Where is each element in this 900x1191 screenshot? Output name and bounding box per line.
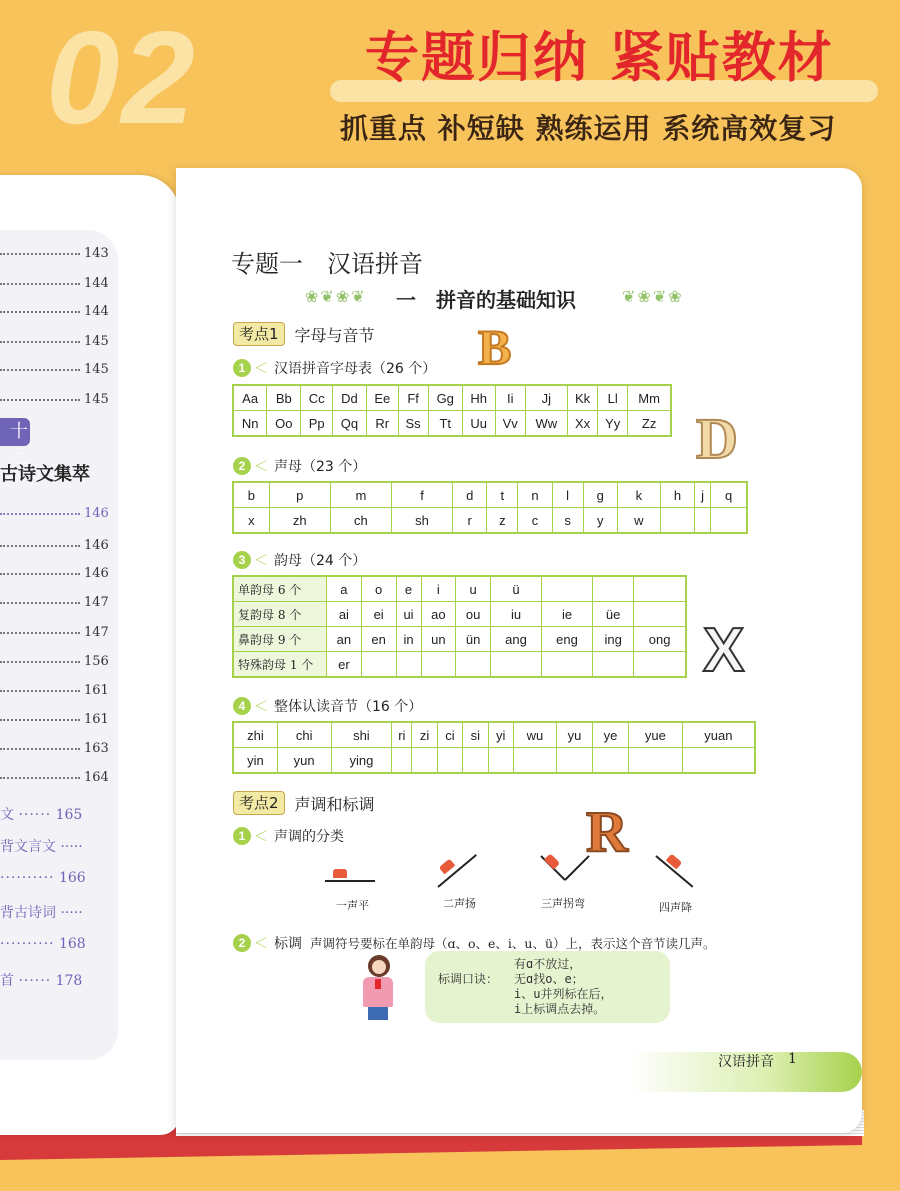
table-cell xyxy=(491,652,542,678)
kaodian-name: 声调和标调 xyxy=(294,794,375,814)
whole-syllables-table xyxy=(232,721,756,774)
table-row xyxy=(233,748,755,774)
table-cell: ong xyxy=(634,627,686,652)
number-badge: 2 xyxy=(233,934,251,952)
table-cell: Qq xyxy=(332,411,366,437)
table-cell xyxy=(557,748,593,774)
sub-label: 整体认读音节（16 个） xyxy=(274,699,423,715)
alphabet-table xyxy=(232,384,672,437)
kaodian-1 xyxy=(233,322,375,346)
table-cell xyxy=(593,576,634,602)
table-cell: m xyxy=(330,482,391,508)
number-badge: 2 xyxy=(233,457,251,475)
table-cell xyxy=(629,748,683,774)
finals-table xyxy=(232,575,687,678)
toc-entry: 164 xyxy=(0,770,110,785)
toc-entry: 161 xyxy=(0,712,110,727)
table-cell: sh xyxy=(391,508,452,534)
table-cell: Tt xyxy=(428,411,462,437)
table-cell: Yy xyxy=(598,411,628,437)
table-cell: r xyxy=(453,508,487,534)
rhyme-title: 标调口诀： xyxy=(438,972,499,986)
table-cell: üe xyxy=(593,602,634,627)
table-cell xyxy=(463,748,488,774)
tones-heading xyxy=(233,825,344,847)
table-cell: ci xyxy=(437,722,462,748)
table-cell xyxy=(392,748,412,774)
section-number: 02 xyxy=(46,4,197,151)
leaf-decoration-left: ❀❦❀❦ xyxy=(305,287,367,306)
table-cell: ie xyxy=(542,602,593,627)
alphabet-heading xyxy=(233,357,436,379)
table-cell: yu xyxy=(557,722,593,748)
whole-heading xyxy=(233,695,422,717)
table-cell: Dd xyxy=(332,385,366,411)
table-cell: i xyxy=(421,576,456,602)
table-cell: t xyxy=(487,482,518,508)
number-badge: 1 xyxy=(233,359,251,377)
table-cell: ye xyxy=(593,722,629,748)
page-number: 1 xyxy=(788,1051,797,1067)
arrow-icon: ＜ xyxy=(254,829,268,845)
table-cell: j xyxy=(695,482,711,508)
table-row xyxy=(233,385,671,411)
table-cell: ou xyxy=(456,602,491,627)
toc-entry: 145 xyxy=(0,334,110,349)
arrow-icon: ＜ xyxy=(254,553,268,569)
footer-label: 汉语拼音 xyxy=(718,1054,774,1070)
arrow-icon: ＜ xyxy=(254,361,268,377)
arrow-icon: ＜ xyxy=(254,459,268,475)
table-cell: u xyxy=(456,576,491,602)
car-icon xyxy=(333,869,347,878)
toc-entry: 文 ······ 165 xyxy=(0,807,83,823)
table-cell: si xyxy=(463,722,488,748)
rhyme-line: 无ɑ找o、e； xyxy=(514,972,584,986)
table-cell: un xyxy=(421,627,456,652)
toc-entry: 147 xyxy=(0,595,110,610)
table-cell: in xyxy=(396,627,421,652)
finals-heading xyxy=(233,549,366,571)
toc-top xyxy=(0,240,120,410)
arrow-icon: ＜ xyxy=(254,936,268,952)
table-cell: Nn xyxy=(233,411,267,437)
toc-entry: 147 xyxy=(0,625,110,640)
table-cell xyxy=(634,652,686,678)
table-cell: n xyxy=(518,482,552,508)
table-cell xyxy=(711,508,747,534)
table-cell: o xyxy=(361,576,396,602)
toc-entry: 144 xyxy=(0,276,110,291)
sub-label: 标调 xyxy=(274,936,302,952)
table-cell: Oo xyxy=(267,411,301,437)
tone1-line xyxy=(325,880,375,882)
number-badge: 4 xyxy=(233,697,251,715)
section-title: 一 拼音的基础知识 xyxy=(396,288,576,312)
table-cell: ang xyxy=(491,627,542,652)
table-cell: en xyxy=(361,627,396,652)
table-cell: wu xyxy=(513,722,556,748)
table-cell: Hh xyxy=(462,385,495,411)
table-cell: Cc xyxy=(301,385,332,411)
rhyme-line: 有ɑ不放过， xyxy=(514,957,582,971)
table-row xyxy=(233,411,671,437)
sub-label: 汉语拼音字母表（26 个） xyxy=(274,361,437,377)
table-cell: ün xyxy=(456,627,491,652)
table-cell: shi xyxy=(331,722,392,748)
table-cell xyxy=(634,602,686,627)
table-cell xyxy=(513,748,556,774)
table-cell: chi xyxy=(277,722,331,748)
table-cell: ri xyxy=(392,722,412,748)
kaodian-badge: 考点1 xyxy=(233,322,285,346)
table-row xyxy=(233,722,755,748)
table-cell: g xyxy=(583,482,617,508)
table-cell: b xyxy=(233,482,269,508)
leaf-decoration-right: ❦❀❦❀ xyxy=(622,287,684,306)
table-cell: p xyxy=(269,482,330,508)
table-cell xyxy=(593,652,634,678)
section-title-left: 古诗文集萃 xyxy=(0,464,90,485)
initials-heading xyxy=(233,455,366,477)
table-cell: ai xyxy=(327,602,362,627)
row-label: 复韵母 8 个 xyxy=(233,602,327,627)
table-cell: ing xyxy=(593,627,634,652)
table-cell xyxy=(682,748,755,774)
tone-label: 一声平 xyxy=(336,899,369,912)
toc-entry: 144 xyxy=(0,304,110,319)
table-cell: w xyxy=(617,508,660,534)
headline: 专题归纳 紧贴教材 xyxy=(365,26,834,89)
toc-bottom xyxy=(0,800,120,990)
table-cell: ei xyxy=(361,602,396,627)
table-cell: zh xyxy=(269,508,330,534)
table-cell xyxy=(542,652,593,678)
toc-mid xyxy=(0,500,120,800)
kaodian-name: 字母与音节 xyxy=(294,325,375,345)
kaodian-badge: 考点2 xyxy=(233,791,285,815)
number-badge: 1 xyxy=(233,827,251,845)
table-cell xyxy=(542,576,593,602)
table-row xyxy=(233,652,686,678)
red-scarf xyxy=(375,979,381,989)
table-cell: Aa xyxy=(233,385,267,411)
sub-label: 声母（23 个） xyxy=(274,459,367,475)
table-cell: Bb xyxy=(267,385,301,411)
kaodian-2 xyxy=(233,791,375,815)
table-cell xyxy=(488,748,513,774)
table-cell: yi xyxy=(488,722,513,748)
table-cell: Ff xyxy=(398,385,428,411)
table-cell: Pp xyxy=(301,411,332,437)
table-row xyxy=(233,576,686,602)
table-cell: ch xyxy=(330,508,391,534)
table-cell: c xyxy=(518,508,552,534)
row-label: 鼻韵母 9 个 xyxy=(233,627,327,652)
toc-entry: 背文言文 ····· xyxy=(0,839,83,855)
table-cell: f xyxy=(391,482,452,508)
table-cell: k xyxy=(617,482,660,508)
table-cell: q xyxy=(711,482,747,508)
tone-label: 四声降 xyxy=(659,901,692,914)
table-cell: yin xyxy=(233,748,277,774)
row-label: 单韵母 6 个 xyxy=(233,576,327,602)
letter-x-panda-mascot: X xyxy=(703,616,745,685)
number-badge: 3 xyxy=(233,551,251,569)
table-cell: zhi xyxy=(233,722,277,748)
table-cell xyxy=(361,652,396,678)
table-cell: Vv xyxy=(495,411,525,437)
rhyme-line: i上标调点去掉。 xyxy=(514,1002,606,1016)
table-cell xyxy=(456,652,491,678)
table-cell: Gg xyxy=(428,385,462,411)
marking-text: 声调符号要标在单韵母（ɑ、o、e、i、u、ü）上，表示这个音节读几声。 xyxy=(310,936,716,951)
table-cell: yue xyxy=(629,722,683,748)
toc-entry: 161 xyxy=(0,683,110,698)
sub-label: 声调的分类 xyxy=(274,829,344,845)
letter-b-mascot: B xyxy=(478,319,512,375)
table-cell: Ss xyxy=(398,411,428,437)
topic-title: 专题一 汉语拼音 xyxy=(231,250,423,278)
toc-entry: 146 xyxy=(0,506,110,521)
table-cell: ui xyxy=(396,602,421,627)
table-row xyxy=(233,602,686,627)
toc-entry: 145 xyxy=(0,362,110,377)
table-cell: Zz xyxy=(628,411,671,437)
table-cell xyxy=(421,652,456,678)
table-cell: Kk xyxy=(567,385,597,411)
table-cell: ü xyxy=(491,576,542,602)
table-row xyxy=(233,508,747,534)
letter-r-mascot: R xyxy=(586,799,628,864)
toc-entry: 146 xyxy=(0,566,110,581)
sub-label: 韵母（24 个） xyxy=(274,553,367,569)
table-cell: e xyxy=(396,576,421,602)
table-cell: yuan xyxy=(682,722,755,748)
teacher-face xyxy=(372,960,386,974)
table-cell: s xyxy=(552,508,583,534)
table-cell: yun xyxy=(277,748,331,774)
letter-d-mascot: D xyxy=(696,406,738,471)
table-cell: ao xyxy=(421,602,456,627)
toc-entry: 首 ······ 178 xyxy=(0,973,83,989)
table-cell xyxy=(412,748,437,774)
table-cell xyxy=(634,576,686,602)
table-cell: an xyxy=(327,627,362,652)
table-cell: z xyxy=(487,508,518,534)
toc-entry: 背古诗词 ····· xyxy=(0,905,83,921)
table-cell: x xyxy=(233,508,269,534)
teacher-skirt xyxy=(368,1007,388,1020)
toc-entry: 143 xyxy=(0,246,110,261)
table-cell xyxy=(396,652,421,678)
tone-label: 三声拐弯 xyxy=(541,897,585,910)
table-cell: Ww xyxy=(525,411,567,437)
table-cell: zi xyxy=(412,722,437,748)
table-cell xyxy=(593,748,629,774)
tone-label: 二声扬 xyxy=(443,897,476,910)
table-cell: Ee xyxy=(367,385,398,411)
table-cell: ying xyxy=(331,748,392,774)
toc-entry: ·········· 166 xyxy=(0,870,86,886)
table-cell: Jj xyxy=(525,385,567,411)
table-cell xyxy=(660,508,694,534)
toc-entry: 145 xyxy=(0,392,110,407)
toc-entry: 156 xyxy=(0,654,110,669)
table-row xyxy=(233,627,686,652)
table-cell xyxy=(437,748,462,774)
table-cell: Mm xyxy=(628,385,671,411)
table-cell: Uu xyxy=(462,411,495,437)
table-cell: Ll xyxy=(598,385,628,411)
row-label: 特殊韵母 1 个 xyxy=(233,652,327,678)
toc-entry: 146 xyxy=(0,538,110,553)
table-cell: d xyxy=(453,482,487,508)
table-row xyxy=(233,482,747,508)
table-cell: l xyxy=(552,482,583,508)
table-cell: y xyxy=(583,508,617,534)
table-cell: eng xyxy=(542,627,593,652)
table-cell: Rr xyxy=(367,411,398,437)
table-cell: Ii xyxy=(495,385,525,411)
table-cell: Xx xyxy=(567,411,597,437)
arrow-icon: ＜ xyxy=(254,699,268,715)
rhyme-line: i、u并列标在后， xyxy=(514,987,613,1001)
toc-entry: ·········· 168 xyxy=(0,936,86,952)
initials-table xyxy=(232,481,748,534)
subheadline: 抓重点 补短缺 熟练运用 系统高效复习 xyxy=(340,112,837,145)
section-label: 十二 xyxy=(0,418,30,446)
table-cell: er xyxy=(327,652,362,678)
table-cell: a xyxy=(327,576,362,602)
toc-entry: 163 xyxy=(0,741,110,756)
table-cell: h xyxy=(660,482,694,508)
table-cell xyxy=(695,508,711,534)
table-cell: iu xyxy=(491,602,542,627)
